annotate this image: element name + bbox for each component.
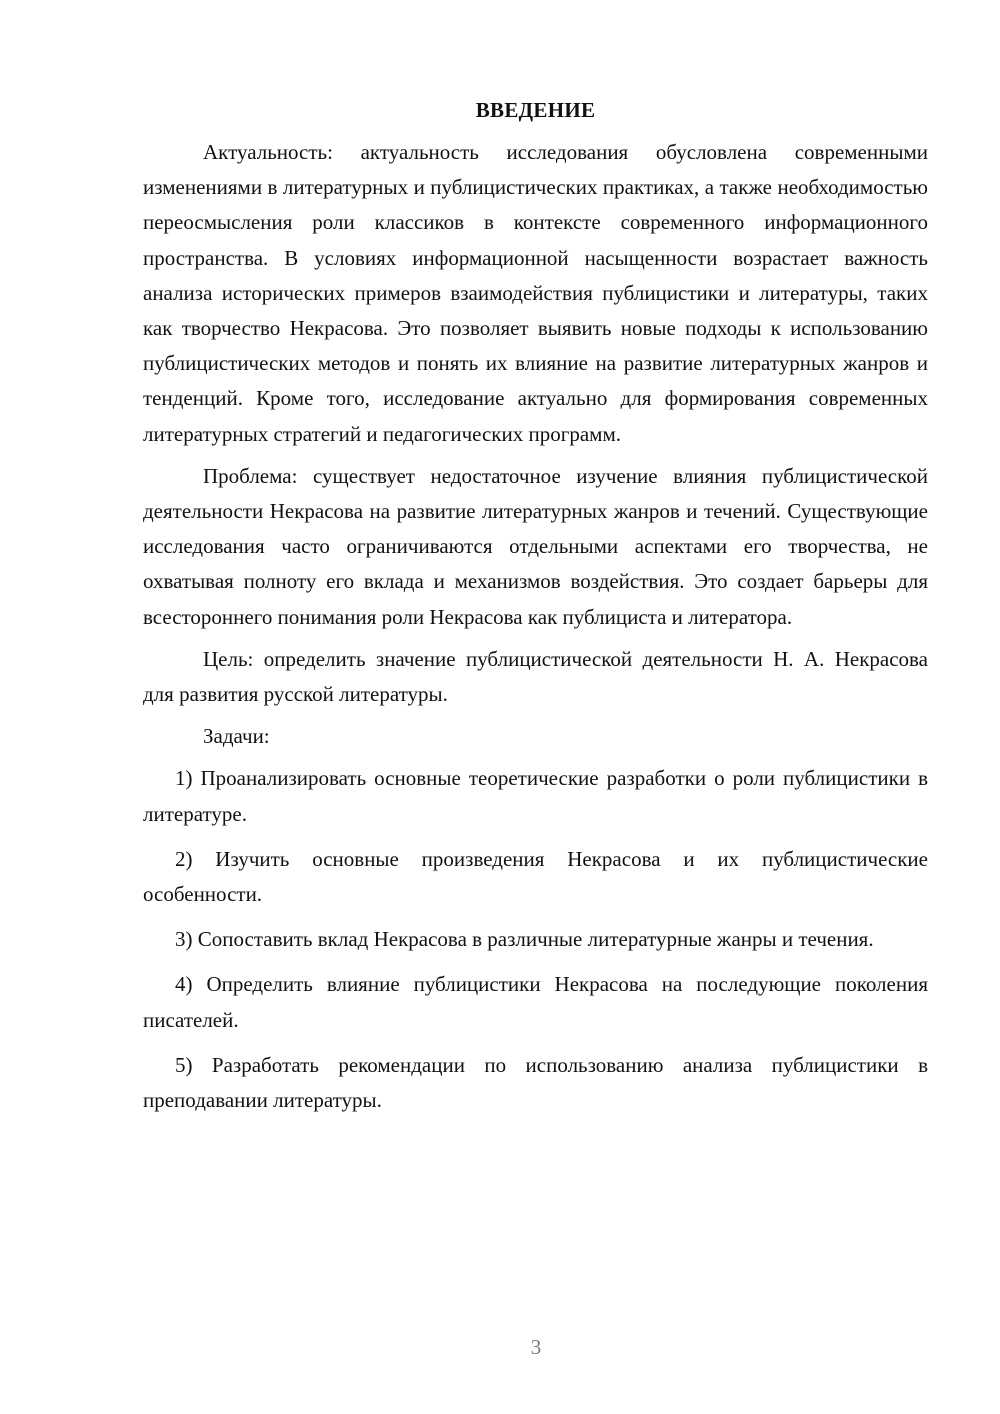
task-item: 5) Разработать рекомендации по использованию анализа публицистики в преподавании литературы. bbox=[143, 1052, 928, 1113]
document-page bbox=[143, 95, 928, 1118]
problem-paragraph: Проблема: существует недостаточное изучение влияния публицистической деятельности Некрасова на развитие литературных жанров и течений. Существующие исследования часто ограничиваются отдельными аспектами его творчества, не охватывая полноту его вклада и механизмов воздействия. Это создает барьеры для всестороннего понимания роли Некрасова как публициста и литератора. bbox=[143, 463, 928, 629]
task-item: 2) Изучить основные произведения Некрасова и их публицистические особенности. bbox=[143, 846, 928, 907]
page-number: 3 bbox=[530, 1335, 542, 1359]
relevance-paragraph: Актуальность: актуальность исследования обусловлена современными изменениями в литературных и публицистических практиках, а также необходимостью переосмысления роли классиков в контексте современного информационного пространства. В условиях информационной насыщенности возрастает важность анализа исторических примеров взаимодействия публицистики и литературы, таких как творчество Некрасова. Это позволяет выявить новые подходы к использованию публицистических методов и понять их влияние на развитие литературных жанров и тенденций. Кроме того, исследование актуально для формирования современных литературных стратегий и педагогических программ. bbox=[143, 140, 928, 446]
goal-paragraph: Цель: определить значение публицистической деятельности Н. А. Некрасова для развития русской литературы. bbox=[143, 646, 928, 707]
task-item: 4) Определить влияние публицистики Некрасова на последующие поколения писателей. bbox=[143, 972, 928, 1032]
tasks-list bbox=[143, 761, 928, 1118]
section-heading: ВВЕДЕНИЕ bbox=[475, 98, 596, 122]
task-item: 3) Сопоставить вклад Некрасова в различные литературные жанры и течения. bbox=[175, 927, 874, 952]
tasks-label: Задачи: bbox=[203, 724, 270, 749]
task-item: 1) Проанализировать основные теоретические разработки о роли публицистики в литературе. bbox=[143, 766, 928, 826]
